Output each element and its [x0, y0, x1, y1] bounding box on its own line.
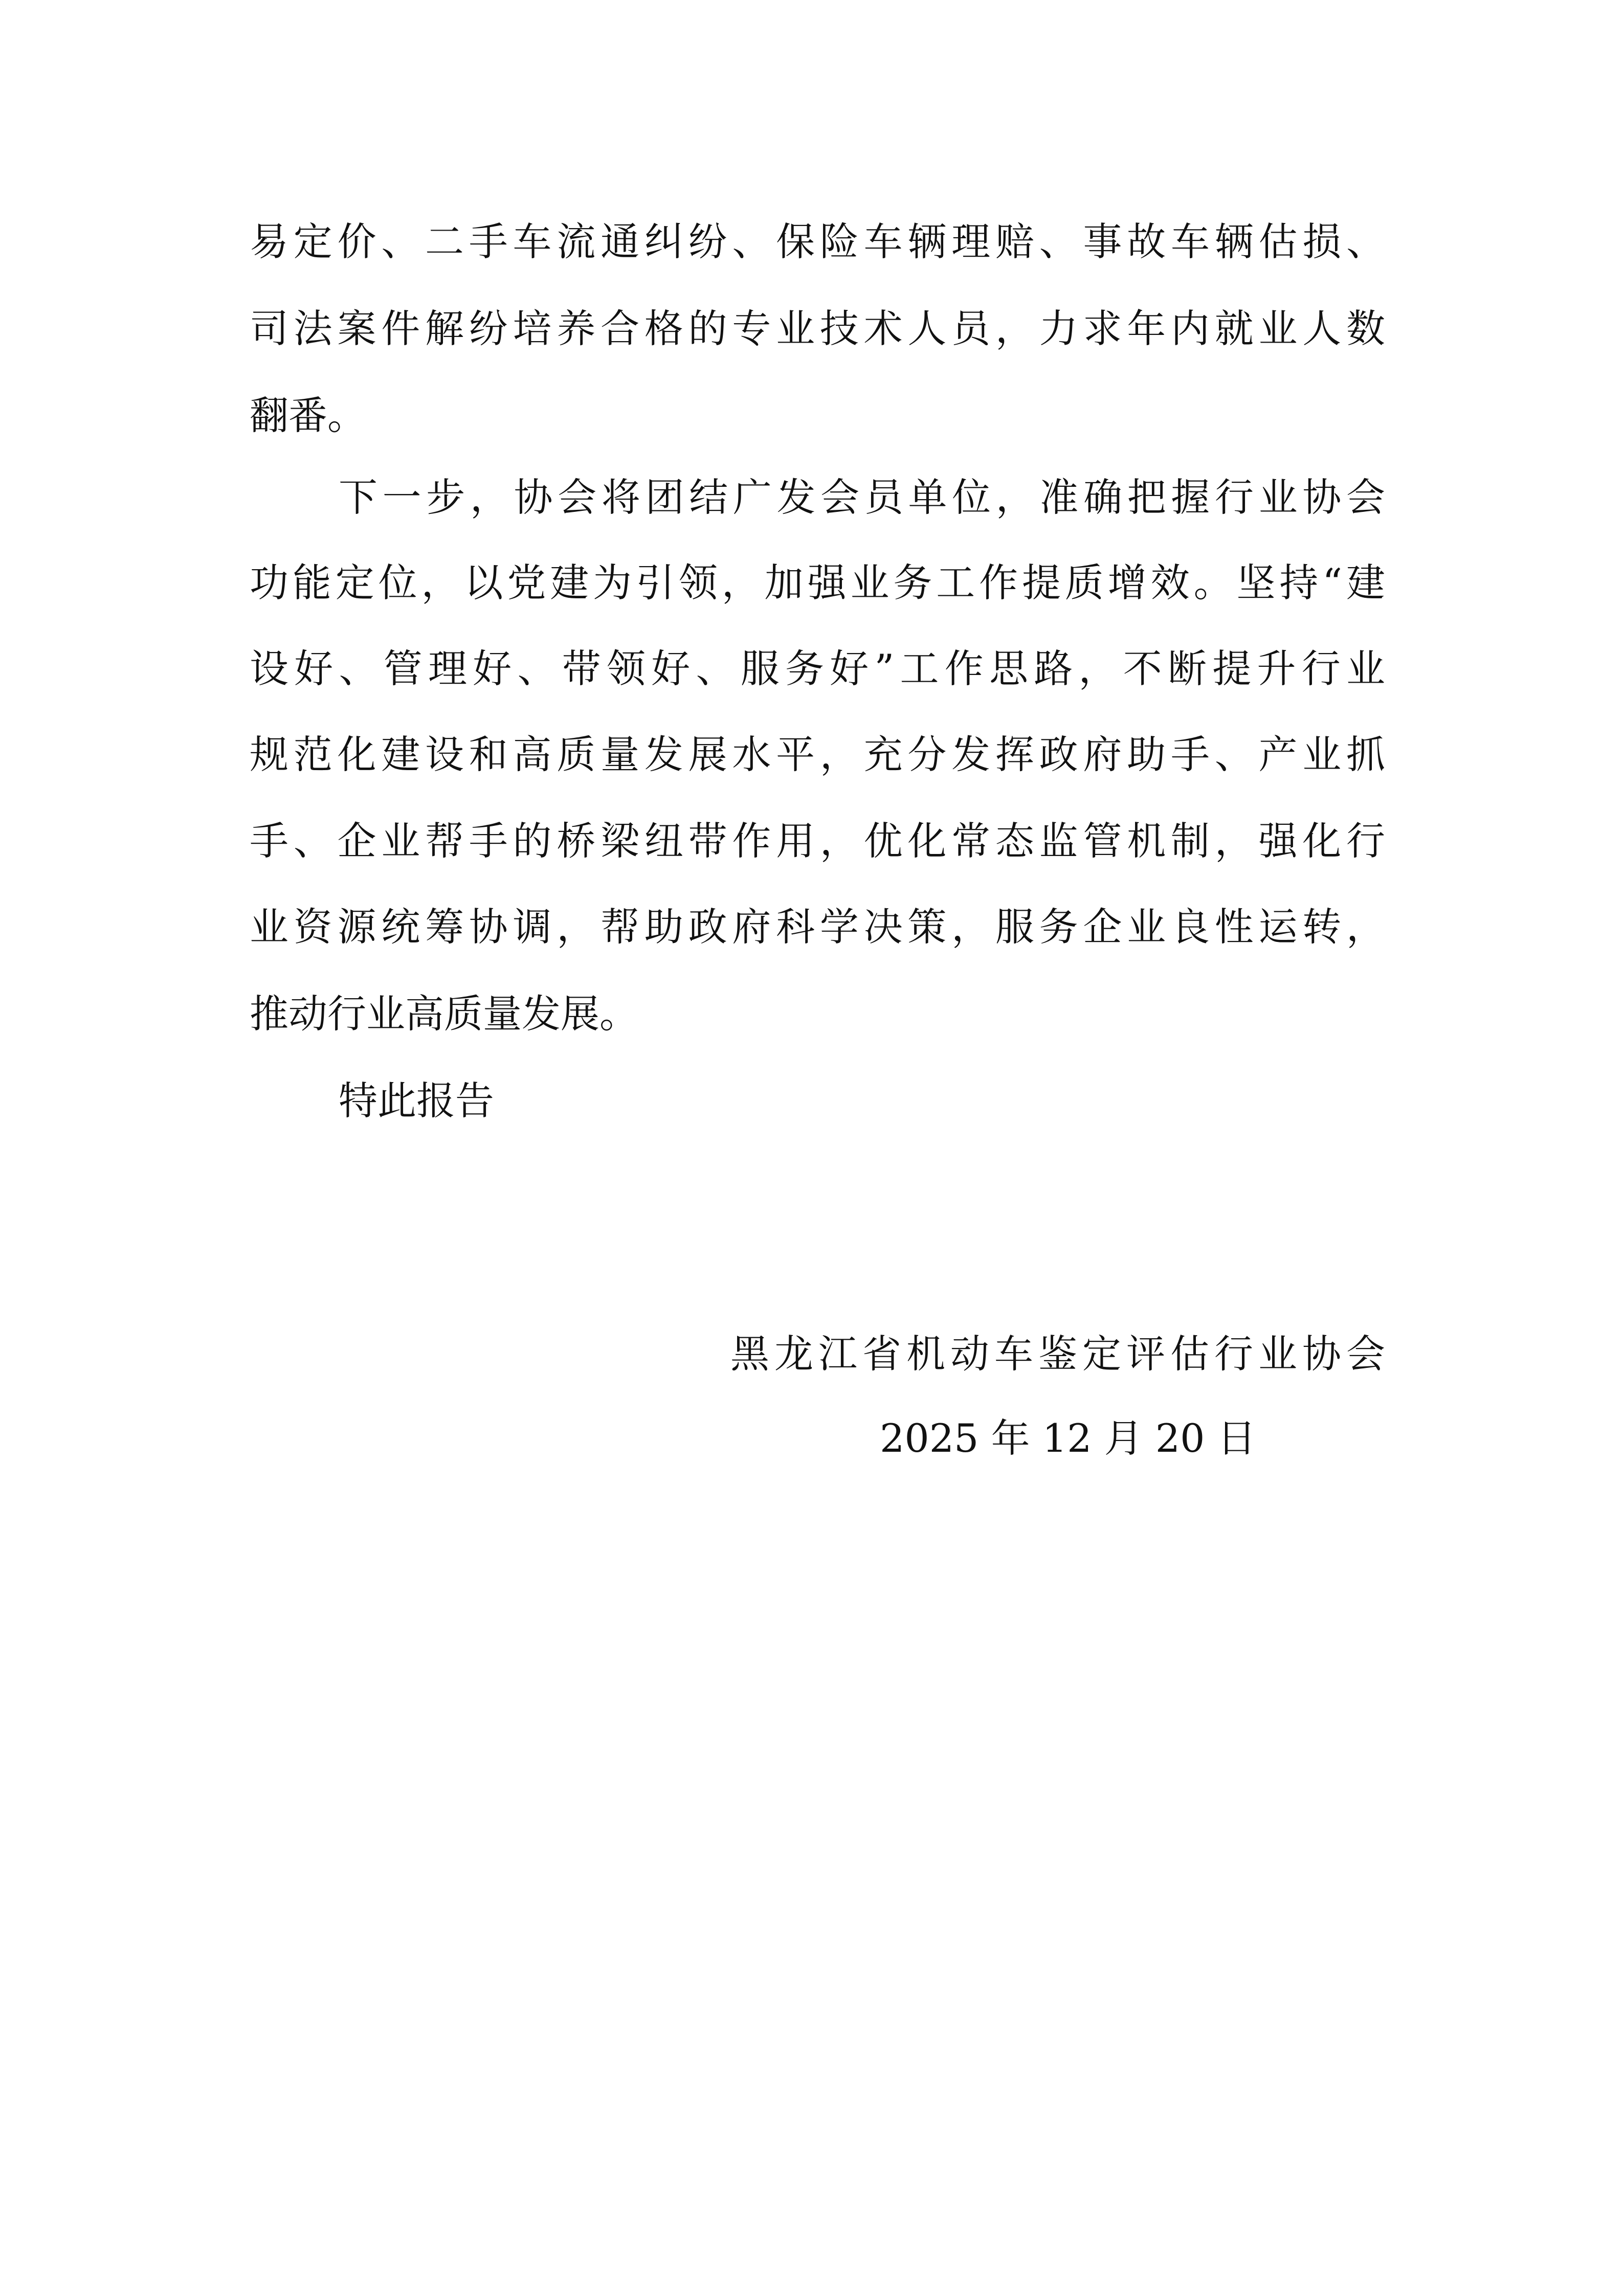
paragraph-2-line-2: 功能定位，以党建为引领，加强业务工作提质增效。坚持“建 — [250, 560, 1385, 605]
paragraph-2-line-6: 业资源统筹协调，帮助政府科学决策，服务企业良性运转， — [250, 904, 1385, 950]
paragraph-2-line-7: 推动行业高质量发展。 — [250, 991, 638, 1037]
paragraph-1-line-1: 易定价、二手车流通纠纷、保险车辆理赔、事故车辆估损、 — [250, 219, 1385, 264]
paragraph-2-line-3: 设好、管理好、带领好、服务好”工作思路，不断提升行业 — [250, 646, 1385, 691]
paragraph-2-line-1: 下一步，协会将团结广发会员单位，准确把握行业协会 — [339, 475, 1385, 520]
paragraph-2-line-4: 规范化建设和高质量发展水平，充分发挥政府助手、产业抓 — [250, 732, 1385, 777]
paragraph-1-line-3: 翻番。 — [250, 393, 366, 438]
paragraph-1-line-2: 司法案件解纷培养合格的专业技术人员，力求年内就业人数 — [250, 306, 1385, 351]
closing-remark: 特此报告 — [339, 1078, 494, 1123]
paragraph-2-line-5: 手、企业帮手的桥梁纽带作用，优化常态监管机制，强化行 — [250, 818, 1385, 864]
signature-organization: 黑龙江省机动车鉴定评估行业协会 — [730, 1331, 1385, 1377]
signature-date: 2025 年 12 月 20 日 — [880, 1415, 1256, 1461]
